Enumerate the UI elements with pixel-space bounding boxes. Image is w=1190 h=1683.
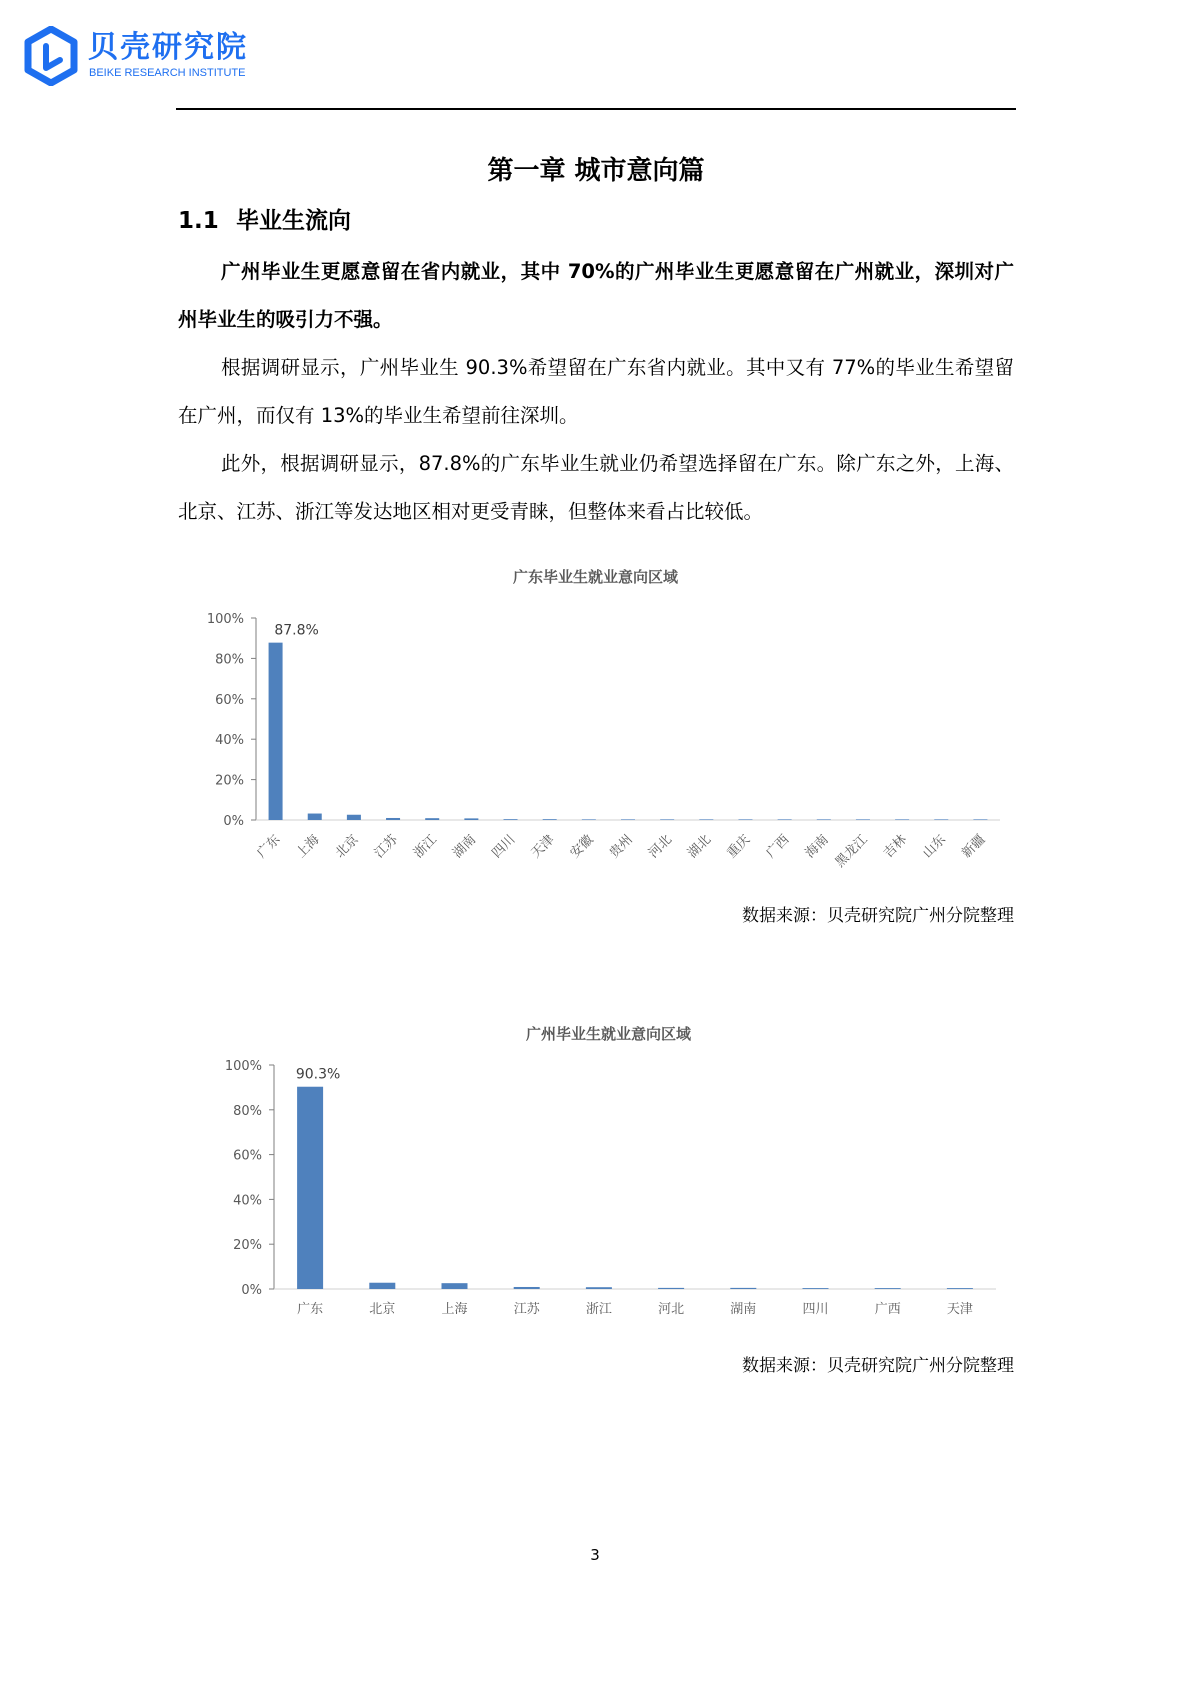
chart1-source: 数据来源：贝壳研究院广州分院整理 [742, 906, 1014, 926]
chart1-x-tick-label: 浙江 [411, 832, 441, 862]
chart1-bar [543, 819, 557, 820]
section-number: 1.1 [178, 208, 219, 234]
chart2-x-tick-label: 广东 [297, 1302, 324, 1317]
body-paragraph-1: 根据调研显示，广州毕业生 90.3%希望留在广东省内就业。其中又有 77%的毕业生希望留在广州，而仅有 13%的毕业生希望前往深圳。 [178, 356, 1014, 427]
chart1-x-tick-label: 山东 [920, 832, 950, 862]
chart1-x-tick-label: 四川 [489, 832, 519, 862]
chart1-bar [660, 819, 674, 820]
chart2-bar [803, 1288, 829, 1289]
chart2-x-tick-label: 浙江 [585, 1302, 612, 1317]
chart1-x-tick-label: 湖南 [450, 832, 480, 862]
chart2-bar [297, 1087, 323, 1289]
chart1-bar [464, 818, 478, 820]
chart1-x-tick-label: 海南 [802, 832, 832, 862]
chart2-x-tick-label: 北京 [369, 1302, 396, 1317]
logo-text-cn: 贝壳研究院 [88, 30, 248, 65]
chart2-x-tick-label: 湖南 [730, 1302, 757, 1317]
header-divider [176, 108, 1016, 110]
chart1-x-tick-label: 河北 [645, 832, 675, 862]
chart1-bar [856, 819, 870, 820]
chart1-y-tick-label: 20% [215, 773, 244, 789]
chart1-x-tick-label: 重庆 [724, 832, 754, 862]
chart2-y-tick-label: 20% [233, 1238, 262, 1254]
chart1-bar [934, 819, 948, 820]
chart2-title: 广州毕业生就业意向区域 [526, 1025, 692, 1043]
page-header [22, 26, 322, 92]
chart1-bar [386, 818, 400, 820]
chart2-bar [875, 1288, 901, 1289]
chart2-y-tick-label: 40% [233, 1193, 262, 1209]
chart2-y-tick-label: 0% [241, 1283, 262, 1298]
section-title: 毕业生流向 [236, 208, 351, 234]
chart1-x-tick-label: 安徽 [567, 832, 597, 862]
highlight-paragraph: 广州毕业生更愿意留在省内就业，其中 70%的广州毕业生更愿意留在广州就业，深圳对广州毕业生的吸引力不强。 [178, 260, 1014, 331]
beike-logo-icon [22, 26, 80, 86]
page-number: 3 [590, 1546, 600, 1564]
chart1-title: 广东毕业生就业意向区域 [513, 568, 679, 586]
chart1-bar [973, 819, 987, 820]
chart2-bar [658, 1288, 684, 1289]
section-heading [178, 206, 351, 236]
chart1-x-tick-label: 上海 [293, 832, 323, 862]
chart1-bar [347, 815, 361, 820]
chart1-data-label: 87.8% [274, 622, 319, 639]
chart1-bar [895, 819, 909, 820]
chart1-bar [582, 819, 596, 820]
chart1-x-tick-label: 新疆 [959, 832, 989, 862]
chart2-bar [947, 1288, 973, 1289]
chart2-y-tick-label: 80% [233, 1103, 262, 1119]
chart2-x-tick-label: 上海 [441, 1302, 468, 1317]
body-paragraph-2: 此外，根据调研显示，87.8%的广东毕业生就业仍希望选择留在广东。除广东之外，上海、北京、江苏、浙江等发达地区相对更受青睐，但整体来看占比较低。 [178, 452, 1014, 523]
chart1-x-tick-label: 广西 [763, 832, 793, 862]
chart1-bar [621, 819, 635, 820]
chart1-x-tick-label: 湖北 [685, 832, 715, 862]
chart2-bar [730, 1288, 756, 1289]
chart2-x-tick-label: 四川 [802, 1302, 829, 1317]
chart1-y-tick-label: 0% [223, 814, 244, 829]
chart1-y-tick-label: 100% [206, 612, 244, 627]
chart2-y-tick-label: 100% [224, 1059, 262, 1074]
chart1-x-tick-label: 北京 [332, 832, 362, 862]
chapter-title: 第一章 城市意向篇 [487, 156, 705, 186]
chart2-x-tick-label: 广西 [874, 1302, 901, 1317]
chart1-bar [699, 819, 713, 820]
chart1-y-tick-label: 80% [215, 652, 244, 668]
chart1-x-tick-label: 黑龙江 [832, 832, 871, 871]
chart1-bar [738, 819, 752, 820]
chart1-x-tick-label: 江苏 [371, 832, 401, 862]
chart2-bar [442, 1283, 468, 1289]
chart1-bar [425, 818, 439, 820]
chart2-guangzhou-graduates [210, 1050, 1010, 1330]
chart1-y-tick-label: 60% [215, 692, 244, 708]
chart1-guangdong-graduates [190, 590, 1020, 880]
chart1-bar [269, 643, 283, 820]
logo-text-en: BEIKE RESEARCH INSTITUTE [89, 67, 246, 79]
chart2-x-tick-label: 河北 [658, 1302, 685, 1317]
chart2-x-tick-label: 江苏 [513, 1302, 540, 1317]
chart1-x-tick-label: 广东 [254, 832, 284, 862]
chart2-bar [514, 1287, 540, 1289]
chart1-bar [817, 819, 831, 820]
chart2-data-label: 90.3% [295, 1066, 341, 1083]
chart1-bar [778, 819, 792, 820]
chart1-y-tick-label: 40% [215, 733, 244, 749]
chart1-bar [504, 819, 518, 820]
chart2-x-tick-label: 天津 [946, 1302, 973, 1317]
chart2-y-tick-label: 60% [233, 1148, 262, 1164]
chart2-source: 数据来源：贝壳研究院广州分院整理 [742, 1356, 1014, 1376]
chart1-bar [308, 814, 322, 820]
chart1-x-tick-label: 天津 [528, 832, 558, 862]
chart1-x-tick-label: 吉林 [880, 832, 910, 862]
chart2-bar [586, 1287, 612, 1289]
chart1-x-tick-label: 贵州 [606, 832, 636, 862]
chart2-bar [369, 1283, 395, 1289]
